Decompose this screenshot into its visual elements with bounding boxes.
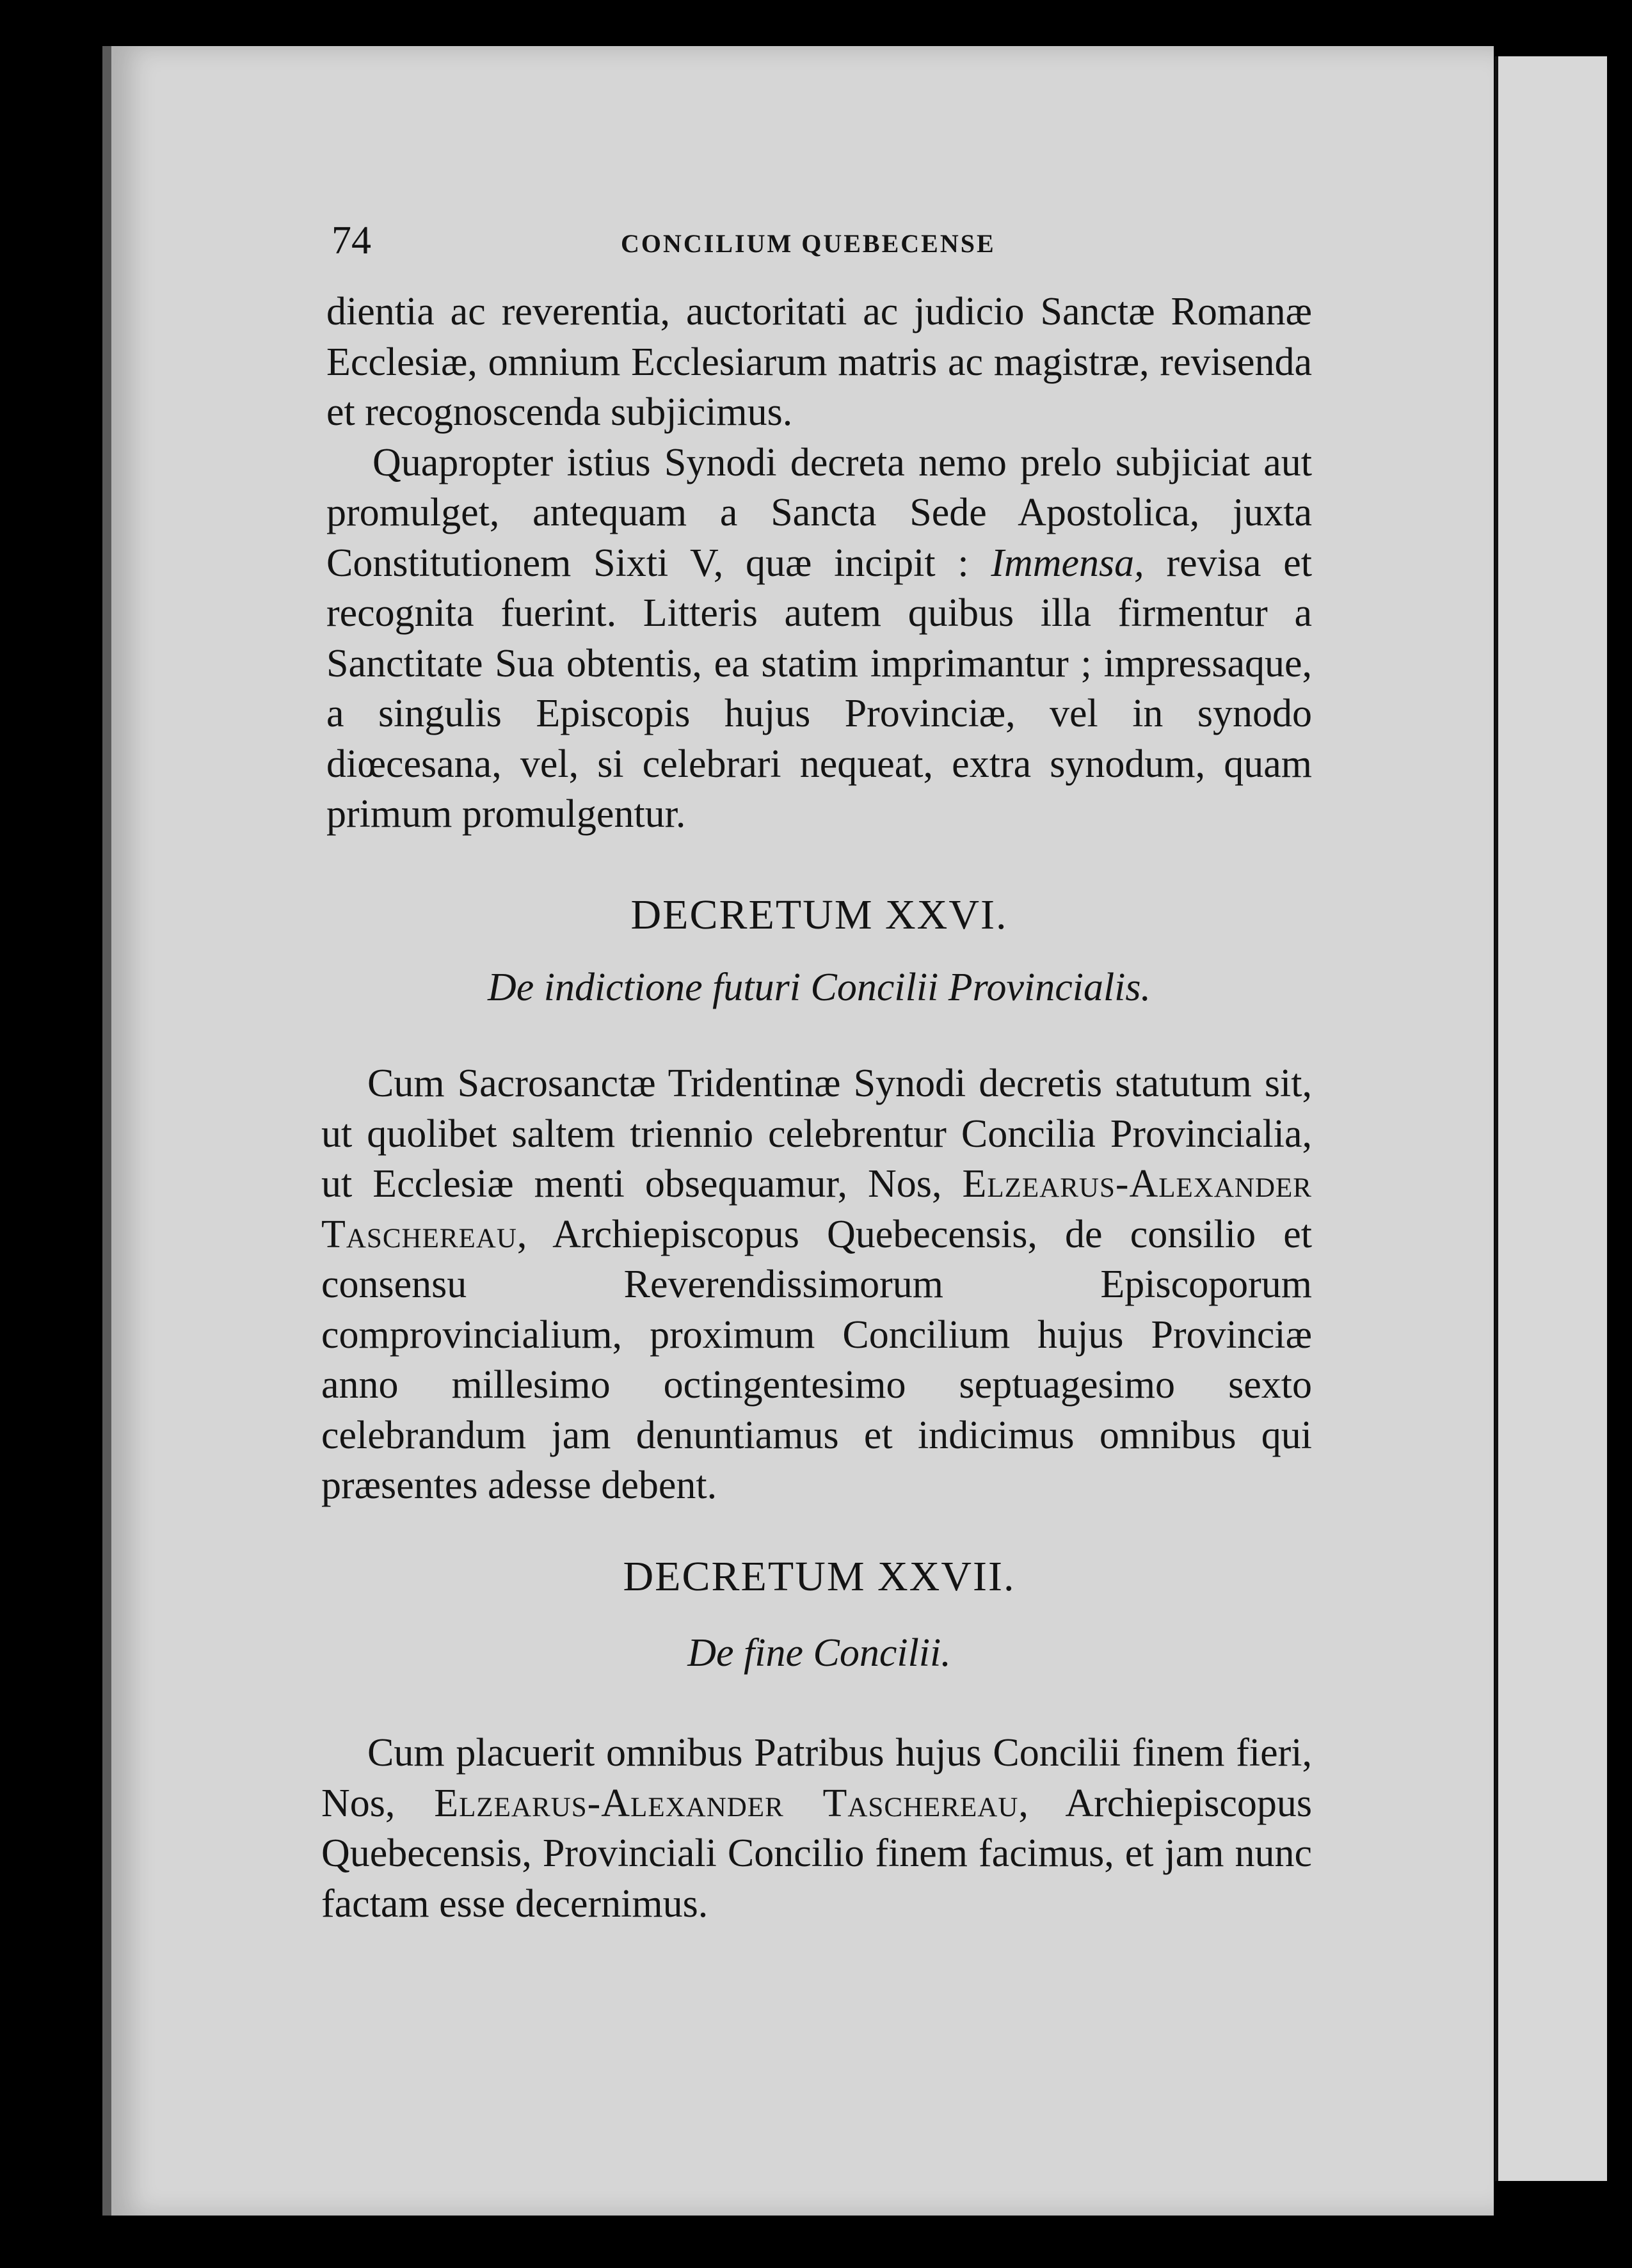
page-number: 74 bbox=[332, 219, 371, 262]
decree-27-title: DECRETUM XXVII. bbox=[623, 1553, 1016, 1600]
decree-27-paragraph bbox=[321, 1728, 1312, 1929]
intro-paragraph-1: dientia ac reverentia, auctoritati ac judicio Sanctæ Romanæ Ecclesiæ, omnium Ecclesiarum matris ac magistræ, revisenda et recognoscenda subjicimus. bbox=[326, 290, 1312, 434]
decree-27-text-b: , Archiepiscopus Quebecensis, Provinciali Concilio finem facimus, et jam nunc factam esse decernimus. bbox=[321, 1781, 1313, 1926]
intro-text bbox=[326, 287, 1312, 840]
running-header bbox=[332, 215, 1304, 266]
intro-p2-italic: Immensa, bbox=[991, 541, 1144, 585]
facing-page-edge bbox=[1494, 56, 1607, 2181]
intro-p2-text-a: Quapropter istius Synodi decreta nemo prelo subjiciat aut promulget, antequam a Sancta Sede Apostolica, juxta Constitutionem Sixti V, quæ incipit : bbox=[326, 440, 1312, 585]
decree-27-body bbox=[321, 1728, 1312, 1929]
decree-26-text-b: , Archiepiscopus Quebecensis, de consilio et consensu Reverendissimorum Episcoporum comprovincialium, proximum Concilium hujus Provinciæ anno millesimo octingentesimo septuagesimo sexto celebrandum jam denuntiamus et indicimus omnibus qui præsentes adesse debent. bbox=[321, 1212, 1312, 1507]
decree-26-text-a: Cum Sacrosanctæ Tridentinæ Synodi decretis statutum sit, ut quolibet saltem triennio celebrentur Concilia Provincialia, ut Ecclesiæ menti obsequamur, Nos, bbox=[321, 1062, 1312, 1206]
decree-26-subtitle: De indictione futuri Concilii Provincialis. bbox=[487, 966, 1151, 1009]
decree-26-title: DECRETUM XXVI. bbox=[630, 891, 1008, 938]
running-title: CONCILIUM QUEBECENSE bbox=[621, 229, 996, 258]
decree-26-paragraph bbox=[321, 1058, 1312, 1511]
decree-27-subtitle: De fine Concilii. bbox=[687, 1631, 951, 1675]
decree-26-name: Elzearus-Alexander Taschereau bbox=[321, 1162, 1312, 1256]
decree-27-name: Elzearus-Alexander Taschereau bbox=[434, 1781, 1019, 1825]
decree-26-body bbox=[321, 1058, 1312, 1511]
intro-p2-text-b: revisa et recognita fuerint. Litteris autem quibus illa firmentur a Sanctitate Sua obtentis, ea statim imprimantur ; impressaque, a singulis Episcopis hujus Provinciæ, vel in synodo diœcesana, vel, si celebrari nequeat, extra synodum, quam primum promulgentur. bbox=[326, 541, 1312, 836]
intro-paragraph-2 bbox=[326, 438, 1312, 840]
decree-27-text-a: Cum placuerit omnibus Patribus hujus Concilii finem fieri, Nos, bbox=[321, 1731, 1312, 1825]
